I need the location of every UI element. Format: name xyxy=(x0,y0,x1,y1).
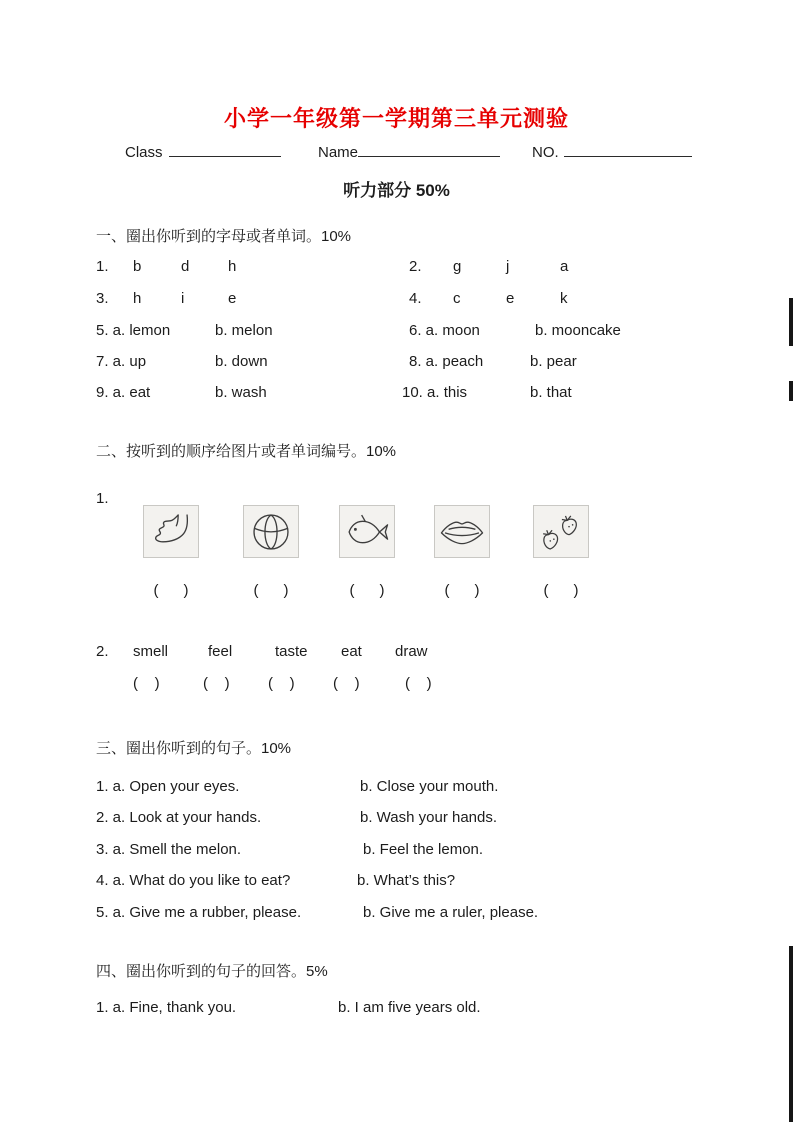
part1-row1 xyxy=(0,258,793,280)
option-a: 6. a. moon xyxy=(409,322,480,339)
part1-row3 xyxy=(0,322,793,344)
option-b: b. wash xyxy=(215,384,267,401)
word-option: eat xyxy=(341,643,362,660)
part1-row5 xyxy=(0,384,793,406)
part2-word-parens xyxy=(0,675,793,697)
answer-blank-paren: ( ) xyxy=(444,582,480,599)
class-label: Class xyxy=(125,144,163,161)
sentence-option-a: 4. a. What do you like to eat? xyxy=(96,872,291,889)
name-label: Name xyxy=(318,144,359,161)
answer-blank-paren: ( ) xyxy=(203,675,230,692)
part2-item2 xyxy=(0,643,793,665)
part3-line3 xyxy=(0,841,793,863)
part1-heading: 一、圈出你听到的字母或者单词。10% xyxy=(96,228,352,245)
sentence-option-b: b. What’s this? xyxy=(357,872,456,889)
scan-artifact xyxy=(789,381,793,401)
name-field xyxy=(318,144,500,161)
answer-blank-paren: ( ) xyxy=(133,675,160,692)
picture-foot xyxy=(143,505,199,558)
class-field xyxy=(125,144,281,161)
listening-section-header: 听力部分 50% xyxy=(343,181,450,200)
picture-lips xyxy=(434,505,490,558)
lips-icon xyxy=(437,510,487,554)
sentence-option-a: 3. a. Smell the melon. xyxy=(96,841,242,858)
option-letter: d xyxy=(181,258,190,275)
sentence-option-a: 1. a. Fine, thank you. xyxy=(96,999,237,1016)
answer-blank-paren: ( ) xyxy=(349,582,385,599)
scan-artifact xyxy=(789,298,793,346)
word-option: smell xyxy=(133,643,169,660)
option-letter: a xyxy=(560,258,569,275)
scan-artifact xyxy=(789,946,793,1122)
word-option: taste xyxy=(275,643,308,660)
part3-line2 xyxy=(0,809,793,831)
part3-line1 xyxy=(0,778,793,800)
part1-row2 xyxy=(0,290,793,312)
option-letter: j xyxy=(506,258,510,275)
no-field xyxy=(532,144,692,161)
option-letter: k xyxy=(560,290,568,307)
picture-strawberries xyxy=(533,505,589,558)
picture-fish xyxy=(339,505,395,558)
sentence-option-a: 5. a. Give me a rubber, please. xyxy=(96,904,302,921)
no-label: NO. xyxy=(532,144,559,161)
option-a: 7. a. up xyxy=(96,353,147,370)
sentence-option-b: b. Feel the lemon. xyxy=(363,841,484,858)
option-letter: i xyxy=(181,290,185,307)
answer-blank-paren: ( ) xyxy=(333,675,360,692)
option-b: b. mooncake xyxy=(535,322,621,339)
part2-picture-parens xyxy=(0,582,793,604)
option-letter: g xyxy=(453,258,462,275)
answer-blank-paren: ( ) xyxy=(543,582,579,599)
item-number: 2. xyxy=(96,643,109,660)
sentence-option-a: 2. a. Look at your hands. xyxy=(96,809,262,826)
item-number: 3. xyxy=(96,290,109,307)
part3-line5 xyxy=(0,904,793,926)
option-letter: b xyxy=(133,258,142,275)
sentence-option-a: 1. a. Open your eyes. xyxy=(96,778,240,795)
no-blank-line xyxy=(564,144,692,157)
item-number: 4. xyxy=(409,290,422,307)
word-option: feel xyxy=(208,643,233,660)
foot-icon xyxy=(146,510,196,554)
option-letter: e xyxy=(506,290,515,307)
page-title: 小学一年级第一学期第三单元测验 xyxy=(223,106,569,131)
option-b: b. melon xyxy=(215,322,273,339)
item-number: 1. xyxy=(96,490,109,507)
option-b: b. that xyxy=(530,384,572,401)
option-letter: h xyxy=(228,258,237,275)
option-letter: h xyxy=(133,290,142,307)
option-b: b. down xyxy=(215,353,268,370)
option-letter: e xyxy=(228,290,237,307)
item-number: 1. xyxy=(96,258,109,275)
part1-row4 xyxy=(0,353,793,375)
option-letter: c xyxy=(453,290,461,307)
answer-blank-paren: ( ) xyxy=(405,675,432,692)
strawberry-icon xyxy=(536,510,586,554)
answer-blank-paren: ( ) xyxy=(153,582,189,599)
option-a: 10. a. this xyxy=(402,384,468,401)
word-option: draw xyxy=(395,643,428,660)
option-b: b. pear xyxy=(530,353,577,370)
sentence-option-b: b. Give me a ruler, please. xyxy=(363,904,539,921)
item-number: 2. xyxy=(409,258,422,275)
part3-heading: 三、圈出你听到的句子。10% xyxy=(96,740,292,757)
option-a: 9. a. eat xyxy=(96,384,151,401)
class-blank-line xyxy=(169,144,281,157)
option-a: 8. a. peach xyxy=(409,353,484,370)
sentence-option-b: b. I am five years old. xyxy=(338,999,481,1016)
part2-heading: 二、按听到的顺序给图片或者单词编号。10% xyxy=(96,443,397,460)
part4-line1 xyxy=(0,999,793,1021)
picture-ball xyxy=(243,505,299,558)
fish-icon xyxy=(342,510,392,554)
sentence-option-b: b. Close your mouth. xyxy=(360,778,499,795)
part3-line4 xyxy=(0,872,793,894)
option-a: 5. a. lemon xyxy=(96,322,171,339)
ball-icon xyxy=(246,510,296,554)
answer-blank-paren: ( ) xyxy=(268,675,295,692)
name-blank-line xyxy=(358,144,500,157)
part2-item1 xyxy=(0,490,793,512)
sentence-option-b: b. Wash your hands. xyxy=(360,809,498,826)
part4-heading: 四、圈出你听到的句子的回答。5% xyxy=(96,963,328,980)
answer-blank-paren: ( ) xyxy=(253,582,289,599)
